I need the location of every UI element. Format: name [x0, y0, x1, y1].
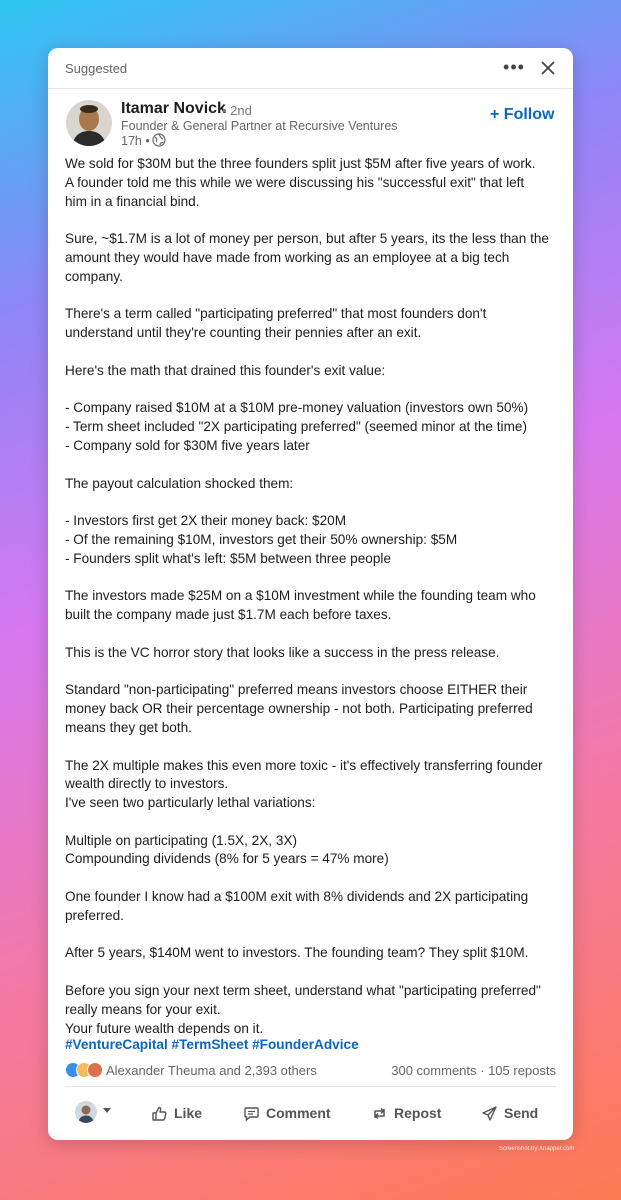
more-options-icon[interactable]: ••• [503, 57, 525, 77]
follow-button[interactable]: + Follow [490, 106, 555, 123]
repost-button[interactable] [371, 1102, 441, 1124]
comment-button[interactable] [243, 1102, 331, 1124]
close-icon[interactable] [537, 57, 559, 79]
post-timestamp: 17h • [121, 134, 150, 148]
love-reaction-icon [87, 1062, 103, 1078]
hashtags [65, 1037, 359, 1052]
comment-label: Comment [266, 1105, 331, 1121]
send-label: Send [504, 1105, 539, 1121]
hashtag-founderadvice[interactable]: #FounderAdvice [252, 1037, 359, 1052]
post-body: We sold for $30M but the three founders split just $5M after five years of work. A founder told me this while we were discussing his "successful exit" that left him in a financial bind. Sure, ~$1.7M is a lot of money per person, but after 5 years, its the less than the amount they would have made from working as an employee at a big tech company. There's a term called "participating preferred" that most founders don't understand until they're counting their pennies after an exit. Here's the math that drained this founder's exit value: - Company raised $10M at a $10M pre-money valuation (investors own 50%) - Term sheet included "2X participating preferred" (seemed minor at the time) - Company sold for $30M five years later The payout calculation shocked them: - Investors first get 2X their money back: $20M - Of the remaining $10M, investors get their 50% ownership: $5M - Founders split what's left: $5M between three people The investors made $25M on a $10M investment while the founding team who built the company made just $1.7M each before taxes. This is the VC horror story that looks like a success in the press release. Standard "non-participating" preferred means investors choose EITHER their money back OR their percentage ownership - not both. Participating preferred means they get both. The 2X multiple makes this even more toxic - it's effectively transferring founder wealth directly to investors. I've seen two particularly lethal variations: Multiple on participating (1.5X, 2X, 3X) Compounding dividends (8% for 5 years = 47% more) One founder I know had a $100M exit with 8% dividends and 2X participating preferred. After 5 years, $140M went to investors. The founding team? They split $10M. Before you sign your next term sheet, understand what "participating preferred" really means for your exit. Your future wealth depends on it. [65, 156, 549, 1036]
thumbs-up-icon [151, 1105, 168, 1122]
chevron-down-icon[interactable] [102, 1107, 112, 1115]
author-name[interactable]: Itamar Novick [121, 100, 226, 117]
divider [65, 1086, 556, 1087]
send-icon [481, 1105, 498, 1122]
repost-icon [371, 1105, 388, 1122]
hashtag-venturecapital[interactable]: #VentureCapital [65, 1037, 168, 1052]
screenshot-watermark: Screenshot by Xnapper.com [499, 1146, 575, 1152]
suggested-label: Suggested [65, 61, 128, 76]
like-label: Like [174, 1105, 203, 1121]
connection-degree: • 2nd [222, 103, 252, 118]
author-headline: Founder & General Partner at Recursive Ventures [121, 119, 398, 133]
like-button[interactable] [151, 1102, 202, 1124]
engagement-counts[interactable]: 300 comments · 105 reposts [391, 1063, 556, 1078]
post-header-bar [48, 48, 573, 89]
comment-icon [243, 1105, 260, 1122]
repost-label: Repost [394, 1105, 442, 1121]
hashtag-termsheet[interactable]: #TermSheet [171, 1037, 249, 1052]
reactors-text[interactable]: Alexander Theuma and 2,393 others [106, 1063, 317, 1078]
send-button[interactable] [481, 1102, 538, 1124]
author-avatar[interactable] [66, 100, 112, 146]
action-bar [48, 1093, 573, 1133]
reaction-icons[interactable] [65, 1062, 85, 1078]
globe-icon [152, 133, 166, 147]
viewer-avatar[interactable] [75, 1101, 97, 1123]
post-card [48, 48, 573, 1140]
